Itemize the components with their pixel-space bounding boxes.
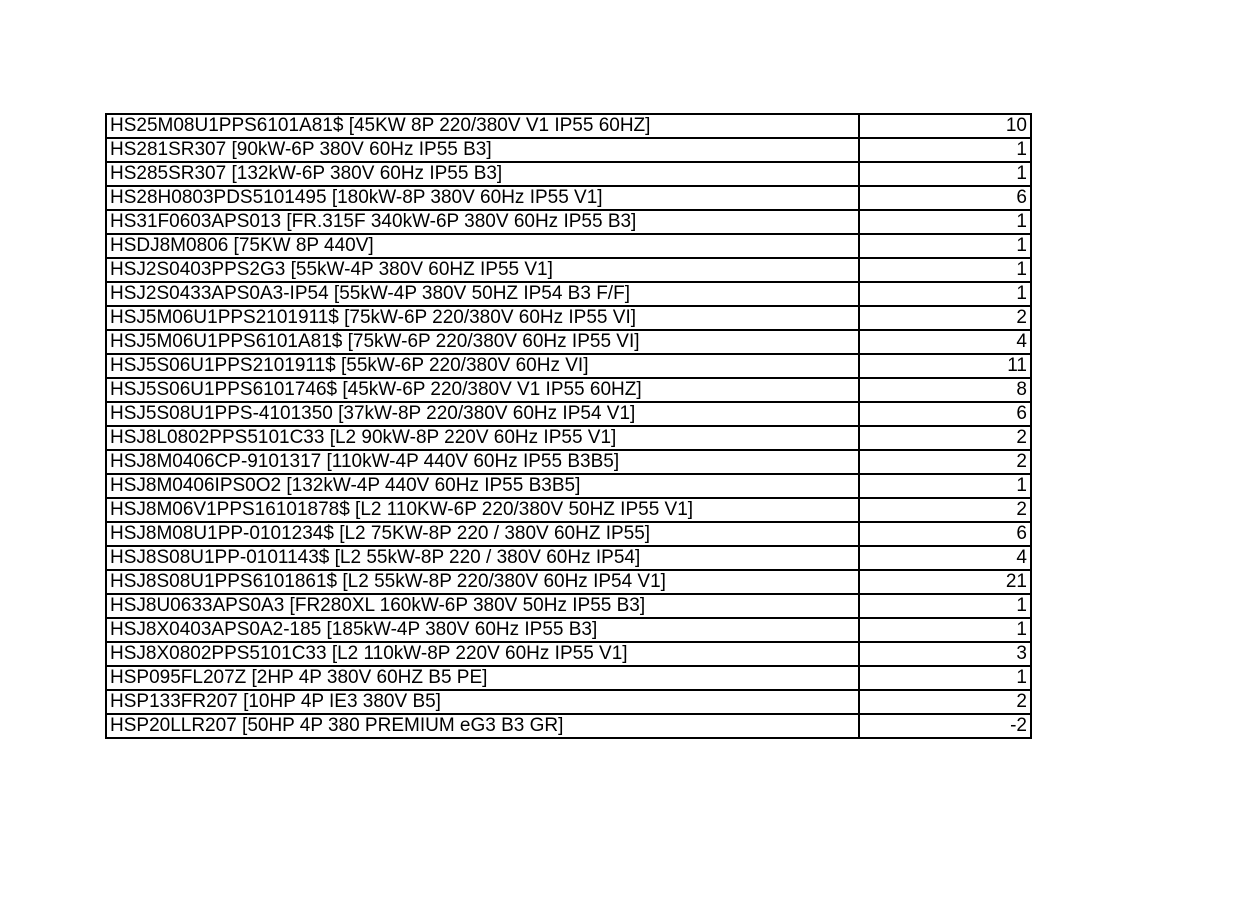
table-row bbox=[106, 402, 1031, 426]
table-row bbox=[106, 714, 1031, 738]
table-row bbox=[106, 306, 1031, 330]
inventory-sheet bbox=[105, 113, 1032, 739]
description-cell: HSJ2S0403PPS2G3 [55kW-4P 380V 60HZ IP55 V1] bbox=[106, 258, 859, 282]
description-cell: HSP095FL207Z [2HP 4P 380V 60HZ B5 PE] bbox=[106, 666, 859, 690]
description-cell: HSJ8M0406CP-9101317 [110kW-4P 440V 60Hz IP55 B3B5] bbox=[106, 450, 859, 474]
quantity-cell: 1 bbox=[859, 234, 1031, 258]
table-row bbox=[106, 474, 1031, 498]
description-cell: HSJ5M06U1PPS2101911$ [75kW-6P 220/380V 60Hz IP55 VI] bbox=[106, 306, 859, 330]
table-row bbox=[106, 114, 1031, 138]
table-row bbox=[106, 210, 1031, 234]
quantity-cell: 4 bbox=[859, 546, 1031, 570]
description-cell: HSDJ8M0806 [75KW 8P 440V] bbox=[106, 234, 859, 258]
quantity-cell: 1 bbox=[859, 594, 1031, 618]
table-row bbox=[106, 522, 1031, 546]
quantity-cell: 2 bbox=[859, 426, 1031, 450]
quantity-cell: 2 bbox=[859, 498, 1031, 522]
quantity-cell: 10 bbox=[859, 114, 1031, 138]
description-cell: HSJ5M06U1PPS6101A81$ [75kW-6P 220/380V 60Hz IP55 VI] bbox=[106, 330, 859, 354]
quantity-cell: 6 bbox=[859, 186, 1031, 210]
description-cell: HSJ5S06U1PPS2101911$ [55kW-6P 220/380V 60Hz VI] bbox=[106, 354, 859, 378]
table-row bbox=[106, 162, 1031, 186]
description-cell: HSJ5S06U1PPS6101746$ [45kW-6P 220/380V V1 IP55 60HZ] bbox=[106, 378, 859, 402]
quantity-cell: 21 bbox=[859, 570, 1031, 594]
description-cell: HSJ8X0403APS0A2-185 [185kW-4P 380V 60Hz IP55 B3] bbox=[106, 618, 859, 642]
table-row bbox=[106, 426, 1031, 450]
quantity-cell: 2 bbox=[859, 306, 1031, 330]
table-row bbox=[106, 330, 1031, 354]
quantity-cell: 1 bbox=[859, 282, 1031, 306]
description-cell: HS31F0603APS013 [FR.315F 340kW-6P 380V 60Hz IP55 B3] bbox=[106, 210, 859, 234]
description-cell: HSJ8M0406IPS0O2 [132kW-4P 440V 60Hz IP55 B3B5] bbox=[106, 474, 859, 498]
quantity-cell: 1 bbox=[859, 258, 1031, 282]
quantity-cell: 1 bbox=[859, 666, 1031, 690]
table-row bbox=[106, 282, 1031, 306]
table-row bbox=[106, 546, 1031, 570]
description-cell: HS25M08U1PPS6101A81$ [45KW 8P 220/380V V1 IP55 60HZ] bbox=[106, 114, 859, 138]
quantity-cell: 1 bbox=[859, 618, 1031, 642]
quantity-cell: 1 bbox=[859, 138, 1031, 162]
quantity-cell: 8 bbox=[859, 378, 1031, 402]
description-cell: HSJ8S08U1PPS6101861$ [L2 55kW-8P 220/380V 60Hz IP54 V1] bbox=[106, 570, 859, 594]
quantity-cell: 3 bbox=[859, 642, 1031, 666]
description-cell: HSJ8U0633APS0A3 [FR280XL 160kW-6P 380V 50Hz IP55 B3] bbox=[106, 594, 859, 618]
table-row bbox=[106, 186, 1031, 210]
table-row bbox=[106, 570, 1031, 594]
inventory-table bbox=[105, 113, 1032, 739]
description-cell: HSJ5S08U1PPS-4101350 [37kW-8P 220/380V 60Hz IP54 V1] bbox=[106, 402, 859, 426]
description-cell: HS285SR307 [132kW-6P 380V 60Hz IP55 B3] bbox=[106, 162, 859, 186]
description-cell: HSJ2S0433APS0A3-IP54 [55kW-4P 380V 50HZ IP54 B3 F/F] bbox=[106, 282, 859, 306]
table-row bbox=[106, 618, 1031, 642]
quantity-cell: 1 bbox=[859, 474, 1031, 498]
table-row bbox=[106, 642, 1031, 666]
description-cell: HSP20LLR207 [50HP 4P 380 PREMIUM eG3 B3 GR] bbox=[106, 714, 859, 738]
quantity-cell: 2 bbox=[859, 450, 1031, 474]
table-row bbox=[106, 354, 1031, 378]
quantity-cell: 1 bbox=[859, 162, 1031, 186]
description-cell: HSJ8M06V1PPS16101878$ [L2 110KW-6P 220/380V 50HZ IP55 V1] bbox=[106, 498, 859, 522]
description-cell: HSJ8S08U1PP-0101143$ [L2 55kW-8P 220 / 380V 60Hz IP54] bbox=[106, 546, 859, 570]
quantity-cell: 4 bbox=[859, 330, 1031, 354]
description-cell: HSJ8M08U1PP-0101234$ [L2 75KW-8P 220 / 380V 60HZ IP55] bbox=[106, 522, 859, 546]
table-row bbox=[106, 234, 1031, 258]
table-row bbox=[106, 258, 1031, 282]
table-row bbox=[106, 666, 1031, 690]
quantity-cell: 11 bbox=[859, 354, 1031, 378]
description-cell: HSJ8L0802PPS5101C33 [L2 90kW-8P 220V 60Hz IP55 V1] bbox=[106, 426, 859, 450]
quantity-cell: 1 bbox=[859, 210, 1031, 234]
quantity-cell: 6 bbox=[859, 522, 1031, 546]
table-row bbox=[106, 138, 1031, 162]
table-row bbox=[106, 594, 1031, 618]
table-row bbox=[106, 690, 1031, 714]
description-cell: HSP133FR207 [10HP 4P IE3 380V B5] bbox=[106, 690, 859, 714]
description-cell: HS281SR307 [90kW-6P 380V 60Hz IP55 B3] bbox=[106, 138, 859, 162]
description-cell: HS28H0803PDS5101495 [180kW-8P 380V 60Hz IP55 V1] bbox=[106, 186, 859, 210]
description-cell: HSJ8X0802PPS5101C33 [L2 110kW-8P 220V 60Hz IP55 V1] bbox=[106, 642, 859, 666]
table-row bbox=[106, 378, 1031, 402]
table-row bbox=[106, 498, 1031, 522]
quantity-cell: 6 bbox=[859, 402, 1031, 426]
quantity-cell: -2 bbox=[859, 714, 1031, 738]
table-row bbox=[106, 450, 1031, 474]
quantity-cell: 2 bbox=[859, 690, 1031, 714]
